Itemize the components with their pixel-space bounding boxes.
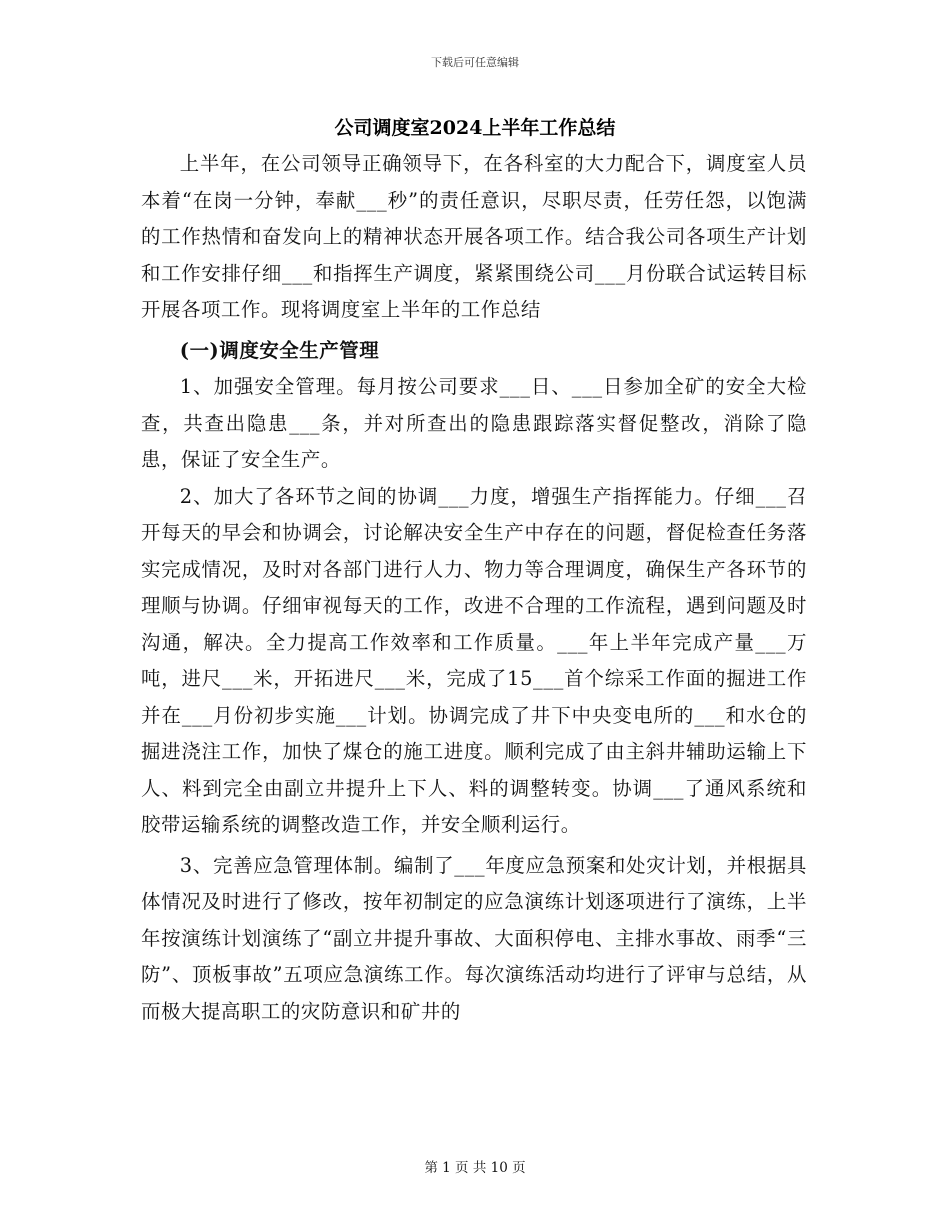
body-paragraph-1: 1、加强安全管理。每月按公司要求___日、___日参加全矿的安全大检查，共查出隐患___条，并对所查出的隐患跟踪落实督促整改，消除了隐患，保证了安全生产。 <box>141 375 807 471</box>
intro-paragraph: 上半年，在公司领导正确领导下，在各科室的大力配合下，调度室人员本着“在岗一分钟，奉献___秒”的责任意识，尽职尽责，任劳任怨，以饱满的工作热情和奋发向上的精神状态开展各项工作。结合我公司各项生产计划和工作安排仔细___和指挥生产调度，紧紧围绕公司___月份联合试运转目标开展各项工作。现将调度室上半年的工作总结 <box>141 152 807 321</box>
document-title: 公司调度室2024上半年工作总结 <box>334 117 616 139</box>
section-heading: (一)调度安全生产管理 <box>179 338 380 362</box>
page-footer: 第 1 页 共 10 页 <box>424 1160 526 1176</box>
document-body <box>141 146 807 1030</box>
body-paragraph-3: 3、完善应急管理体制。编制了___年度应急预案和处灾计划，并根据具体情况及时进行了修改，按年初制定的应急演练计划逐项进行了演练，上半年按演练计划演练了“副立井提升事故、大面积停电、主排水事故、雨季“三防”、顶板事故”五项应急演练工作。每次演练活动均进行了评审与总结，从而极大提高职工的灾防意识和矿井的 <box>141 853 807 1023</box>
page-header-note: 下载后可任意编辑 <box>431 56 519 69</box>
body-paragraph-2: 2、加大了各环节之间的协调___力度，增强生产指挥能力。仔细___召开每天的早会和协调会，讨论解决安全生产中存在的问题，督促检查任务落实完成情况，及时对各部门进行人力、物力等合理调度，确保生产各环节的理顺与协调。仔细审视每天的工作，改进不合理的工作流程，遇到问题及时沟通，解决。全力提高工作效率和工作质量。___年上半年完成产量___万吨，进尺___米，开拓进尺___米，完成了15___首个综采工作面的掘进工作并在___月份初步实施___计划。协调完成了井下中央变电所的___和水仓的掘进浇注工作，加快了煤仓的施工进度。顺利完成了由主斜井辅助运输上下人、料到完全由副立井提升上下人、料的调整转变。协调___了通风系统和胶带运输系统的调整改造工作，并安全顺利运行。 <box>141 484 807 836</box>
